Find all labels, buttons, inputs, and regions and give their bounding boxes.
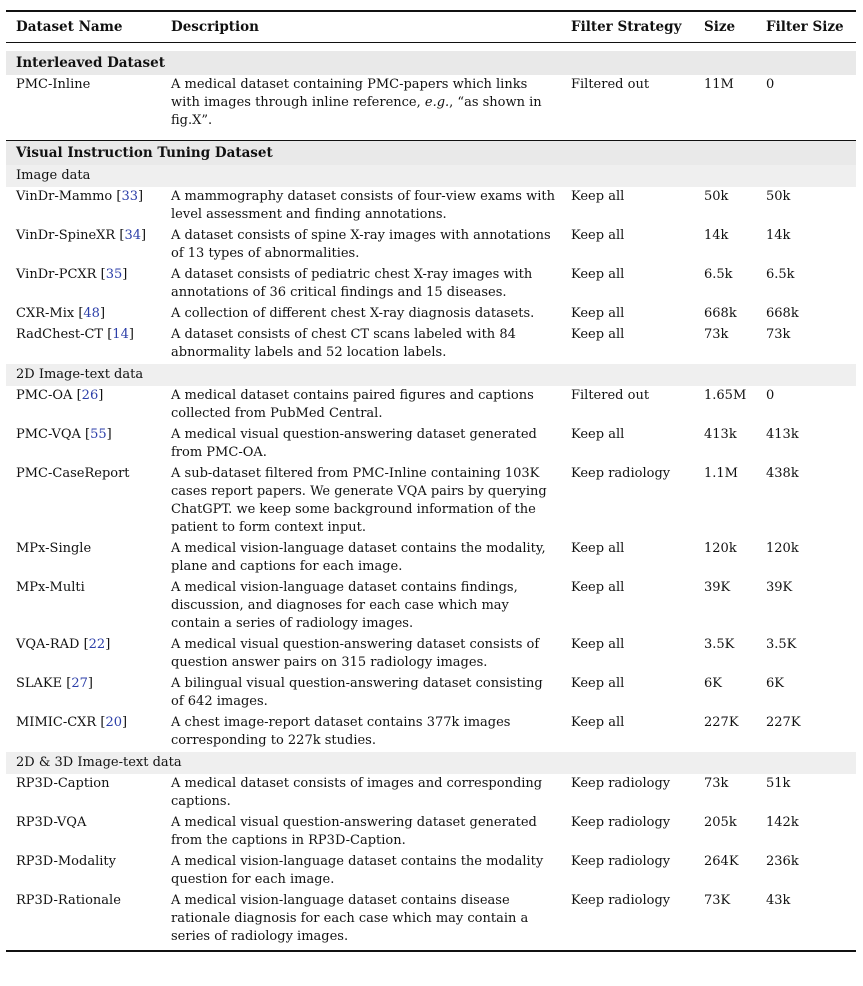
filter-size: 14k (766, 228, 791, 243)
size: 6.5k (704, 267, 733, 282)
dataset-name: RP3D-Rationale (16, 893, 121, 908)
dataset-name: RadChest-CT [14] (16, 327, 134, 342)
dataset-description: A medical visual question-answering dataset generated from the captions in RP3D-Caption. (171, 815, 537, 848)
dataset-name: RP3D-Modality (16, 854, 116, 869)
filter-size: 227K (766, 715, 801, 730)
table-row (6, 75, 856, 132)
size: 11M (704, 77, 734, 92)
table-row (6, 635, 856, 674)
citation-link[interactable]: 14 (112, 327, 129, 342)
dataset-description: A medical dataset containing PMC-papers which links with images through inline reference, e.g., “as shown in fig.X”. (171, 77, 542, 128)
filter-size: 0 (766, 388, 775, 403)
citation-link[interactable]: 35 (105, 267, 123, 282)
citation-link[interactable]: 33 (121, 189, 139, 204)
filter-strategy: Keep radiology (571, 466, 671, 481)
dataset-name: PMC-OA [26] (16, 388, 104, 403)
table-row (6, 265, 856, 304)
size: 264K (704, 854, 739, 869)
size: 1.1M (704, 466, 738, 481)
table-header-row (6, 11, 856, 43)
table-row (6, 891, 856, 951)
table-row (6, 464, 856, 539)
dataset-name: VQA-RAD [22] (16, 637, 111, 652)
table-row (6, 713, 856, 752)
dataset-name: SLAKE [27] (16, 676, 93, 691)
size: 39K (704, 580, 731, 595)
header-filter-strategy: Filter Strategy (571, 19, 682, 35)
table-row (6, 226, 856, 265)
dataset-description: A medical dataset consists of images and corresponding captions. (171, 776, 543, 809)
citation-link[interactable]: 55 (90, 427, 107, 442)
filter-size: 142k (766, 815, 799, 830)
size: 50k (704, 189, 729, 204)
dataset-description: A medical dataset contains paired figures and captions collected from PubMed Central. (171, 388, 534, 421)
filter-strategy: Keep all (571, 676, 625, 691)
filter-size: 0 (766, 77, 775, 92)
size: 120k (704, 541, 737, 556)
citation-link[interactable]: 26 (81, 388, 99, 403)
filter-size: 43k (766, 893, 791, 908)
filter-size: 50k (766, 189, 791, 204)
group-header (6, 165, 856, 187)
dataset-description: A medical vision-language dataset contains disease rationale diagnosis for each case which may contain a series of radiology images. (171, 893, 529, 944)
filter-size: 39K (766, 580, 793, 595)
filter-size: 51k (766, 776, 791, 791)
header-size: Size (704, 19, 736, 35)
section-interleaved (6, 51, 856, 75)
group-label: Image data (6, 165, 856, 187)
filter-strategy: Keep radiology (571, 776, 671, 791)
filter-strategy: Keep radiology (571, 815, 671, 830)
size: 6K (704, 676, 722, 691)
dataset-description: A medical vision-language dataset contains findings, discussion, and diagnoses for each case which may contain a series of radiology images. (171, 580, 518, 631)
citation-link[interactable]: 20 (105, 715, 122, 730)
filter-strategy: Keep all (571, 228, 625, 243)
dataset-name: MIMIC-CXR [20] (16, 715, 128, 730)
citation-link[interactable]: 27 (71, 676, 88, 691)
filter-strategy: Keep all (571, 189, 625, 204)
dataset-name: CXR-Mix [48] (16, 306, 106, 321)
group-label: 2D Image-text data (6, 364, 856, 386)
dataset-name: MPx-Single (16, 541, 92, 556)
filter-strategy: Keep all (571, 306, 625, 321)
size: 73K (704, 893, 731, 908)
filter-size: 6.5k (766, 267, 795, 282)
filter-size: 6K (766, 676, 784, 691)
citation-link[interactable]: 48 (83, 306, 100, 321)
table-row (6, 325, 856, 364)
citation-link[interactable]: 22 (88, 637, 106, 652)
filter-size: 438k (766, 466, 799, 481)
dataset-name: VinDr-SpineXR [34] (16, 228, 147, 243)
section-visual-instruction (6, 141, 856, 166)
table-row (6, 674, 856, 713)
filter-strategy: Keep all (571, 715, 625, 730)
filter-size: 413k (766, 427, 799, 442)
size: 205k (704, 815, 737, 830)
dataset-name: MPx-Multi (16, 580, 85, 595)
table-row (6, 578, 856, 635)
filter-strategy: Keep radiology (571, 893, 671, 908)
dataset-description: A medical vision-language dataset contains the modality, plane and captions for each image. (171, 541, 546, 574)
filter-strategy: Keep all (571, 580, 625, 595)
table-row (6, 386, 856, 425)
dataset-description: A chest image-report dataset contains 377k images corresponding to 227k studies. (171, 715, 511, 748)
header-dataset-name: Dataset Name (16, 19, 123, 35)
size: 73k (704, 776, 729, 791)
size: 1.65M (704, 388, 747, 403)
filter-strategy: Keep radiology (571, 854, 671, 869)
table-row (6, 187, 856, 226)
filter-strategy: Keep all (571, 327, 625, 342)
section-title: Interleaved Dataset (6, 51, 856, 75)
filter-size: 668k (766, 306, 799, 321)
table-row (6, 852, 856, 891)
filter-strategy: Keep all (571, 267, 625, 282)
group-label: 2D & 3D Image-text data (6, 752, 856, 774)
group-header (6, 364, 856, 386)
filter-size: 3.5K (766, 637, 797, 652)
size: 227K (704, 715, 739, 730)
dataset-name: RP3D-Caption (16, 776, 110, 791)
dataset-table-container (6, 10, 856, 952)
dataset-description: A bilingual visual question-answering dataset consisting of 642 images. (171, 676, 543, 709)
group-header (6, 752, 856, 774)
filter-size: 236k (766, 854, 799, 869)
dataset-name: PMC-Inline (16, 77, 91, 92)
size: 73k (704, 327, 729, 342)
dataset-name: PMC-VQA [55] (16, 427, 112, 442)
size: 413k (704, 427, 737, 442)
table-row (6, 774, 856, 813)
table-row (6, 425, 856, 464)
citation-link[interactable]: 34 (124, 228, 141, 243)
header-description: Description (171, 19, 259, 35)
table-row (6, 304, 856, 325)
dataset-description: A medical visual question-answering dataset consists of question answer pairs on 315 radiology images. (171, 637, 540, 670)
dataset-name: PMC-CaseReport (16, 466, 130, 481)
size: 3.5K (704, 637, 735, 652)
dataset-description: A mammography dataset consists of four-view exams with level assessment and finding annotations. (171, 189, 555, 222)
dataset-description: A medical vision-language dataset contains the modality question for each image. (171, 854, 544, 887)
dataset-description: A dataset consists of spine X-ray images with annotations of 13 types of abnormalities. (171, 228, 551, 261)
filter-size: 120k (766, 541, 799, 556)
filter-strategy: Keep all (571, 541, 625, 556)
dataset-description: A collection of different chest X-ray diagnosis datasets. (171, 306, 535, 321)
dataset-description: A sub-dataset filtered from PMC-Inline containing 103K cases report papers. We generate VQA pairs by querying ChatGPT. we keep some background information of the patient to form context input. (171, 466, 547, 535)
dataset-name: VinDr-PCXR [35] (16, 267, 128, 282)
dataset-name: VinDr-Mammo [33] (16, 189, 144, 204)
table-row (6, 539, 856, 578)
filter-strategy: Filtered out (571, 388, 650, 403)
dataset-description: A medical visual question-answering dataset generated from PMC-OA. (171, 427, 537, 460)
header-filter-size: Filter Size (766, 19, 844, 35)
dataset-name: RP3D-VQA (16, 815, 87, 830)
dataset-description: A dataset consists of chest CT scans labeled with 84 abnormality labels and 52 location labels. (171, 327, 516, 360)
filter-strategy: Keep all (571, 637, 625, 652)
dataset-table (6, 10, 856, 952)
size: 668k (704, 306, 737, 321)
table-row (6, 813, 856, 852)
size: 14k (704, 228, 729, 243)
filter-strategy: Keep all (571, 427, 625, 442)
dataset-description: A dataset consists of pediatric chest X-ray images with annotations of 36 critical findings and 15 diseases. (171, 267, 533, 300)
filter-strategy: Filtered out (571, 77, 650, 92)
filter-size: 73k (766, 327, 791, 342)
section-title: Visual Instruction Tuning Dataset (6, 141, 856, 166)
